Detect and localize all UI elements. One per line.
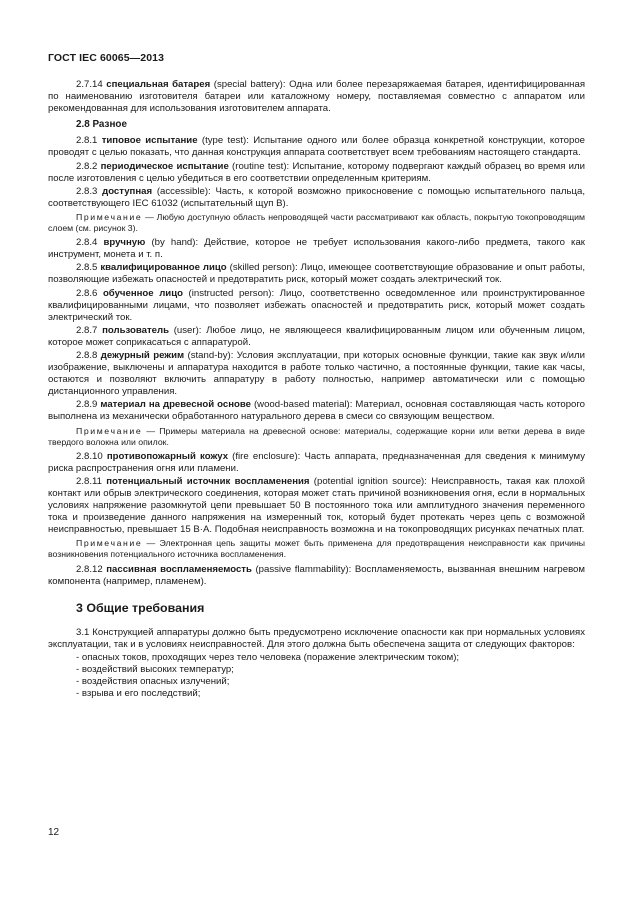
- list-item: - опасных токов, проходящих через тело человека (поражение электрическим током);: [76, 652, 460, 664]
- clause-text: (instructed person): Лицо, соответственно осведомленное или проинструктированное квалифицированными лицами, что позволяет избежать опасностей и предотвратить риск, который может создать электрический ток.: [48, 287, 585, 323]
- clause-number: 2.7.14: [76, 79, 107, 90]
- clause-text: (fire enclosure): Часть аппарата, предназначенная для сведения к минимуму риска распространения огня или пламени.: [48, 450, 585, 474]
- clause-text: (stand-by): Условия эксплуатации, при которых основные функции, такие как звук и/или изображение, выключены и аппаратура находится в работе только частично, а постоянные функции, такие как часы, остаются и позволяют включить аппаратуру в работу полностью, например автоматически или с помощью дистанционного управления.: [48, 349, 585, 398]
- clause-text: (wood-based material): Материал, основная составляющая часть которого выполнена из механически обработанного натурального дерева в смеси со связующим веществом.: [48, 399, 585, 423]
- clause-text: (by hand): Действие, которое не требует использования какого-либо предмета, такого как инструмент, монета и т. п.: [48, 237, 585, 261]
- clause-number: 2.8.6: [76, 287, 103, 299]
- clause-text: (skilled person): Лицо, имеющее соответствующие образование и опыт работы, позволяющие избежать опасностей и предотвратить риск, который может создать электрический ток.: [48, 262, 585, 286]
- clause-text: (accessible): Часть, к которой возможно прикосновение с помощью испытательного пальца, соответствующего IEC 61032 (испытательный щуп В).: [48, 185, 585, 209]
- clause-term: типовое испытание: [101, 135, 198, 147]
- clause-number: 2.8.11: [76, 475, 107, 487]
- clause-number: 2.8.1: [76, 135, 102, 147]
- clause-term: материал на древесной основе: [100, 399, 251, 411]
- clause-term: пользователь: [102, 324, 169, 336]
- clause-2-8-9: [48, 399, 585, 423]
- list-item: - воздействий высоких температур;: [76, 664, 234, 676]
- list-item: - воздействия опасных излучений;: [76, 676, 230, 688]
- clause-2-8-1: [48, 135, 585, 159]
- document-header: ГОСТ IEC 60065—2013: [48, 52, 165, 64]
- clause-2-8-2: [48, 161, 585, 185]
- note-text: — Электронная цепь защиты может быть применена для предотвращения неисправности как причины возникновения потенциального источника воспламенения.: [48, 538, 585, 560]
- clause-number: 2.8.3: [76, 185, 103, 197]
- clause-2-8-3: [48, 186, 585, 210]
- note-label: Примечание: [76, 538, 143, 549]
- clause-term: пассивная воспламеняемость: [106, 563, 252, 575]
- note-1: [48, 212, 585, 234]
- clause-2-8-11: [48, 476, 585, 536]
- clause-term: потенциальный источник воспламенения: [106, 475, 310, 487]
- clause-2-8-7: [48, 325, 585, 349]
- note-label: Примечание: [76, 211, 143, 222]
- clause-number: 2.8.8: [76, 349, 101, 361]
- clause-number: 2.8.10: [76, 450, 107, 462]
- section-heading-3: 3 Общие требования: [76, 600, 205, 615]
- list-item: - взрыва и его последствий;: [76, 688, 201, 700]
- document-body: [48, 79, 585, 700]
- subsection-heading-2-8: 2.8 Разное: [76, 119, 127, 131]
- clause-text: (type test): Испытание одного или более образца конкретной конструкции, которое проводят с целью показать, что данная конструкция аппарата соответствует всем требованиям настоящего стандарта.: [48, 135, 585, 159]
- clause-2-8-5: [48, 262, 585, 286]
- clause-2-8-10: [48, 451, 585, 475]
- clause-text: (special battery): Одна или более перезаряжаемая батарея, идентифицированная по наименованию изготовителя батареи или каталожному номеру, поставляемая совместно с аппаратом или рекомендованная для использования изготовителем аппарата.: [48, 79, 586, 115]
- note-text: — Любую доступную область непроводящей части рассматривают как область, покрытую токопроводящим слоем (см. рисунок 3).: [48, 211, 585, 234]
- clause-term: квалифицированное лицо: [100, 262, 227, 274]
- clause-number: 2.8.5: [76, 262, 101, 274]
- clause-number: 2.8.7: [76, 324, 103, 336]
- clause-number: 2.8.9: [76, 399, 101, 411]
- clause-2-7-14: [48, 79, 585, 115]
- clause-2-8-6: [48, 288, 585, 324]
- note-2: [48, 426, 585, 448]
- clause-2-8-8: [48, 350, 585, 398]
- clause-text: (potential ignition source): Неисправность, такая как плохой контакт или обрыв электрического соединения, которая может стать причиной возникновения огня, если в нормальных условиях напряжение разомкнутой цепи превышает 50 В постоянного тока или амплитудного значения переменного тока и произведение данного напряжения на измеренный ток, который будет протекать через цепь с возможной неисправностью, превышает 15 В·А. Подобная неисправность возможна и на токопроводящих рисунках печатных плат.: [48, 475, 585, 536]
- clause-number: 2.8.12: [76, 563, 107, 575]
- page-number: 12: [48, 827, 60, 838]
- clause-term: доступная: [102, 185, 153, 197]
- clause-text: (passive flammability): Воспламеняемость, вызванная внешним нагревом компонента (например, пламенем).: [48, 563, 585, 587]
- clause-text: (routine test): Испытание, которому подвергают каждый образец во время или после изготовления с целью убедиться в его соответствии определенным критериям.: [48, 160, 585, 184]
- clause-2-8-4: [48, 237, 585, 261]
- clause-2-8-12: [48, 564, 585, 588]
- clause-3-1: 3.1 Конструкцией аппаратуры должно быть предусмотрено исключение опасности как при нормальных условиях эксплуатации, так и в условиях неисправностей. Для этого должна быть обеспечена защита от следующих факторов:: [48, 626, 585, 650]
- note-text: — Примеры материала на древесной основе: материалы, содержащие корни или ветки дерева в виде твердого волокна или опилок.: [48, 425, 585, 447]
- clause-term: противопожарный кожух: [106, 450, 229, 462]
- clause-term: специальная батарея: [106, 79, 211, 90]
- clause-text: (user): Любое лицо, не являющееся квалифицированным лицом или обученным лицом, которое может соприкасаться с аппаратурой.: [48, 324, 585, 348]
- clause-term: дежурный режим: [100, 349, 185, 361]
- note-3: [48, 538, 585, 560]
- clause-term: вручную: [103, 237, 146, 249]
- clause-term: обученное лицо: [102, 287, 183, 299]
- note-label: Примечание: [76, 425, 143, 436]
- clause-number: 2.8.2: [76, 160, 101, 172]
- clause-term: периодическое испытание: [100, 160, 229, 172]
- clause-number: 2.8.4: [76, 237, 104, 249]
